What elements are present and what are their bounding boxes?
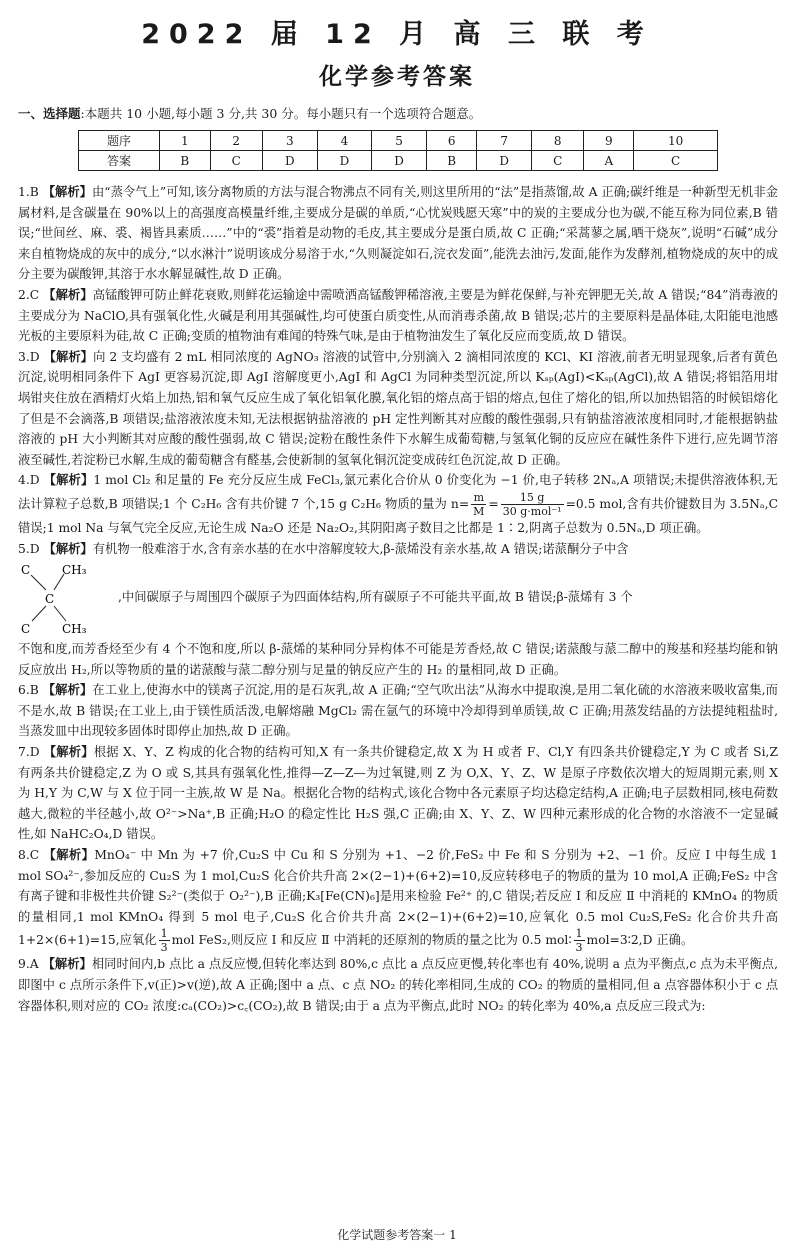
bond-line [54,606,66,621]
q3-tag: 【解析】 [43,349,94,364]
atom-label: CH₃ [62,563,87,578]
explanation-q5-continued [18,639,778,680]
fraction-denominator: 3 [575,941,583,955]
page-footer: 化学试题参考答案一 1 [337,1228,457,1242]
q2-prefix: 2.C [18,287,40,302]
explanation-q9 [18,954,778,1016]
answer-table-number-row [79,131,718,151]
question-number-cell: 6 [426,131,477,151]
fraction-denominator: 30 g·mol⁻¹ [502,504,562,518]
explanation-q3 [18,347,778,471]
fraction-denominator: 3 [160,941,168,955]
answer-cell: B [160,151,211,171]
question-number-cell: 9 [584,131,634,151]
fraction-one-third [159,927,170,954]
q8-tag: 【解析】 [43,848,95,863]
question-number-cell: 4 [317,131,372,151]
fraction-numerator: 1 [160,927,168,941]
question-number-cell: 7 [477,131,532,151]
q7-tag: 【解析】 [43,745,94,760]
atom-label: CH₃ [62,622,87,637]
q8-text-a: MnO₄⁻ 中 Mn 为 +7 价,Cu₂S 中 Cu 和 S 分别为 +1、−2 价,FeS₂ 中 Fe 和 S 分别为 +2、−1 价。反应 Ⅰ 中每生成 1 mol SO₄²⁻,参加反应的 Cu₂S 为 1 mol,Cu₂S 化合价共升高 2×(2−1)+(6+2)=10,反应转移电子的物质的量为 10 mol,A 正确;FeS₂ 中含有离子键和非极性共价键 S₂²⁻(类似于 O₂²⁻),B 正确;K₃[Fe(CN)₆]是用来检验 Fe²⁺ 的,C 错误;若反应 Ⅰ 和反应 Ⅱ 中消耗的 KMnO₄ 的物质的量相同,1 mol KMnO₄ 得到 5 mol 电子,Cu₂S 化合价共升高 2×(2−1)+(6+2)=10,应氧化 0.5 mol Cu₂S,FeS₂ 化合价共升高 1+2×(6+1)=15,应氧化 [18,848,778,948]
fraction-one-third [574,927,585,954]
q5-text-b: 不饱和度,而芳香烃至少有 4 个不饱和度,所以 β-蒎烯的某种同分异构体不可能是芳香烃,故 C 错误;诺蒎酸与蒎二醇中的羧基和羟基均能和钠反应放出 H₂,所以等物质的量的诺蒎酸与蒎二醇分别与足量的钠反应产生的 H₂ 的量相同,故 D 正确。 [18,642,778,677]
explanation-q7 [18,742,778,845]
q4-text-c: =0.5 mol,含有共价键数目为 3.5Nₐ,C 错误;1 mol Na 与氧气完全反应,无论生成 Na₂O 还是 Na₂O₂,其阴阳离子数目之比都是 1∶2,阴离子总数为 0.5Nₐ,D 项正确。 [18,496,778,535]
fraction-numerator: m [471,491,486,505]
section-heading [18,106,778,122]
answer-row-label: 答案 [79,151,160,171]
question-number-cell: 8 [532,131,584,151]
q2-tag: 【解析】 [43,287,93,302]
q4-text-b: = [488,496,499,511]
answer-table-answer-row [79,151,718,171]
bond-line [31,575,46,590]
page-subtitle: 化学参考答案 [319,64,475,90]
q3-prefix: 3.D [18,349,40,364]
q5-text-a: 有机物一般难溶于水,含有亲水基的在水中溶解度较大,β-蒎烯没有亲水基,故 A 错误;诺蒎酮分子中含 [92,541,629,556]
section-label: 一、选择题 [18,106,81,121]
q5-structure-caption: ,中间碳原子与周围四个碳原子为四面体结构,所有碳原子不可能共平面,故 B 错误;β-蒎烯有 3 个 [118,590,633,605]
fraction-denominator: M [473,504,485,518]
q1-text: 由“蒸令气上”可知,该分离物质的方法与混合物沸点不同有关,则这里所用的“法”是指蒸馏,故 A 正确;碳纤维是一种新型无机非金属材料,是含碳量在 90%以上的高强度高模量纤维,主要成分是碳的单质,“心忧炭贱愿天寒”中的炭的主要成分也为碳,不能互称为同位素,B 错误;“世间丝、麻、裘、褐皆具素质……”中的“裘”指着是动物的毛皮,其主要成分是蛋白质,故 C 正确;“采蒿蓼之属,晒干烧灰”,说明“石碱”成分来自植物烧成的灰中的成分,“以水淋汁”说明该成分易溶于水,“久则凝淀如石,浣衣发面”,能洗去油污,发面,能作为发酵剂,植物烧成的灰中的成分主要为碳酸钾,其溶于水水解显碱性,故 D 正确。 [18,185,778,282]
explanation-q8 [18,845,778,954]
answer-table [78,130,718,171]
explanation-q4 [18,470,778,538]
answer-cell: C [210,151,262,171]
question-number-cell: 5 [372,131,427,151]
q7-text: 根据 X、Y、Z 构成的化合物的结构可知,X 有一条共价键稳定,故 X 为 H 或者 F、Cl,Y 有四条共价键稳定,Y 为 C 或者 Si,Z 有两条共价键稳定,Z 为 O 或 S,其具有强氧化性,推得—Z—Z—为过氧键,则 Z 为 O,X、Y、Z、W 是原子序数依次增大的短周期元素,则 X 为 H,Y 为 C,W 与 X 位于同一主族,故 W 是 Na。根据化合物的结构式,该化合物中各元素原子均达稳定结构,A 正确;电子层数相同,核电荷数越大,微粒的半径越小,故 O²⁻>Na⁺,B 正确;H₂O 的稳定性比 H₂S 强,C 正确;由 X、Y、Z、W 四种元素形成的化合物的水溶液不一定显碱性,如 NaHC₂O₄,D 错误。 [18,745,778,842]
explanation-q1 [18,182,778,285]
q3-text: 向 2 支均盛有 2 mL 相同浓度的 AgNO₃ 溶液的试管中,分别滴入 2 滴相同浓度的 KCl、KI 溶液,前者无明显现象,后者有黄色沉淀,说明相同条件下 AgI 更容易沉淀,即 AgI 溶解度更小,AgI 和 AgCl 为同种类型沉淀,所以 Kₛₚ(AgI)<Kₛₚ(AgCl),故 A 错误;将铝箔用坩埚钳夹住放在酒精灯火焰上加热,铝和氧气反应生成了氧化铝氧化膜,氧化铝的熔点高于铝的熔点,包住了熔化的铝,所以加热铝箔的时候铝熔化了但是不会滴落,B 项错误;盐溶液浓度未知,无法根据钠盐溶液的 pH 定性判断其对应酸的酸性强弱,只有钠盐溶液浓度相同时,才能根据钠盐溶液的 pH 大小判断其对应酸的酸性强弱,故 C 错误;淀粉在酸性条件下水解生成葡萄糖,与氢氧化铜的反应应在碱性条件下进行,应先调节溶液至碱性,若淀粉已水解,生成的葡萄糖含有醛基,会使新制的氢氧化铜沉淀变成砖红色沉淀,故 D 正确。 [18,349,778,467]
fraction-numerator: 15 g [501,491,564,505]
q5-prefix: 5.D [18,541,40,556]
q8-text-c: mol=3∶2,D 正确。 [586,933,694,948]
atom-label: C [21,622,31,637]
q8-text-b: mol FeS₂,则反应 Ⅰ 和反应 Ⅱ 中消耗的还原剂的物质的量之比为 0.5 mol∶ [171,933,572,948]
section-instruction: :本题共 10 小题,每小题 3 分,共 30 分。每小题只有一个选项符合题意。 [80,106,482,121]
carbon-structure-diagram [18,561,114,639]
q9-tag: 【解析】 [42,957,92,972]
answer-cell: B [426,151,477,171]
answer-cell: C [634,151,718,171]
q8-prefix: 8.C [18,848,40,863]
q9-text: 相同时间内,b 点比 a 点反应慢,但转化率达到 80%,c 点比 a 点反应更慢,转化率也有 40%,说明 a 点为平衡点,c 点为未平衡点,即图中 c 点所示条件下,v(正)>v(逆),故 A 正确;图中 a 点、c 点 NO₂ 的转化率相同,生成的 CO₂ 的物质的量相同,但 a 点容器体积小于 c 点容器体积,则对应的 CO₂ 浓度:cₐ(CO₂)>c꜀(CO₂),故 B 错误;由于 a 点为平衡点,此时 NO₂ 的转化率为 40%,a 点反应三段式为: [18,957,778,1013]
q1-prefix: 1.B [18,185,39,199]
question-number-cell: 3 [262,131,317,151]
explanation-q5 [18,539,778,560]
q1-tag: 【解析】 [42,185,92,199]
explanation-q2 [18,285,778,347]
fraction-numerator: 1 [575,927,583,941]
q7-prefix: 7.D [18,745,40,760]
carbon-structure-block [18,561,778,639]
question-number-cell: 1 [160,131,211,151]
q4-text-a: 1 mol Cl₂ 和足量的 Fe 充分反应生成 FeCl₃,氯元素化合价从 0 价变化为 −1 价,电子转移 2Nₐ,A 项错误;未提供溶液体积,无法计算粒子总数,B 项错误;1 个 C₂H₆ 含有共价键 7 个,15 g C₂H₆ 物质的量为 n= [18,473,778,511]
answer-cell: A [584,151,634,171]
question-number-cell: 2 [210,131,262,151]
answer-cell: C [532,151,584,171]
bond-line [32,606,46,621]
q9-prefix: 9.A [18,957,39,972]
q6-text: 在工业上,使海水中的镁离子沉淀,用的是石灰乳,故 A 正确;“空气吹出法”从海水中提取溴,是用二氧化硫的水溶液来吸收富集,而不是水,故 B 错误;在工业上,由于镁性质活泼,电解熔融 MgCl₂ 需在氩气的环境中冷却得到单质镁,故 C 正确;用蒸发结晶的方法提纯粗盐时,当蒸发皿中出现较多固体时即停止加热,故 D 正确。 [18,683,778,739]
number-row-label: 题序 [79,131,160,151]
explanation-q6 [18,680,778,742]
q4-prefix: 4.D [18,473,40,488]
answer-cell: D [262,151,317,171]
answer-cell: D [317,151,372,171]
q6-tag: 【解析】 [42,683,93,698]
explanations [18,182,778,1016]
q5-tag: 【解析】 [43,541,93,556]
fraction-m-over-M [471,491,486,518]
question-number-cell: 10 [634,131,718,151]
answer-cell: D [372,151,427,171]
fraction-mass-over-molar-mass [501,491,564,518]
q6-prefix: 6.B [18,683,39,698]
q2-text: 高锰酸钾可防止鲜花衰败,则鲜花运输途中需喷洒高锰酸钾稀溶液,主要是为鲜花保鲜,与补充钾肥无关,故 A 错误;“84”消毒液的主要成分为 NaClO,具有强氧化性,火碱是利用其强碱性,均可使蛋白质变性,从而消毒杀菌,故 B 错误;芯片的主要原料是晶体硅,太阳能电池感光板的主要原料为硅,故 C 正确;变质的植物油有难闻的特殊气味,是由于植物油发生了氧化反应而变质,故 D 错误。 [18,287,778,344]
atom-label: C [21,563,31,578]
page-title: 2022 届 12 月 高 三 联 考 [141,19,653,50]
q4-tag: 【解析】 [43,473,94,488]
answer-cell: D [477,151,532,171]
atom-label: C [45,592,55,607]
